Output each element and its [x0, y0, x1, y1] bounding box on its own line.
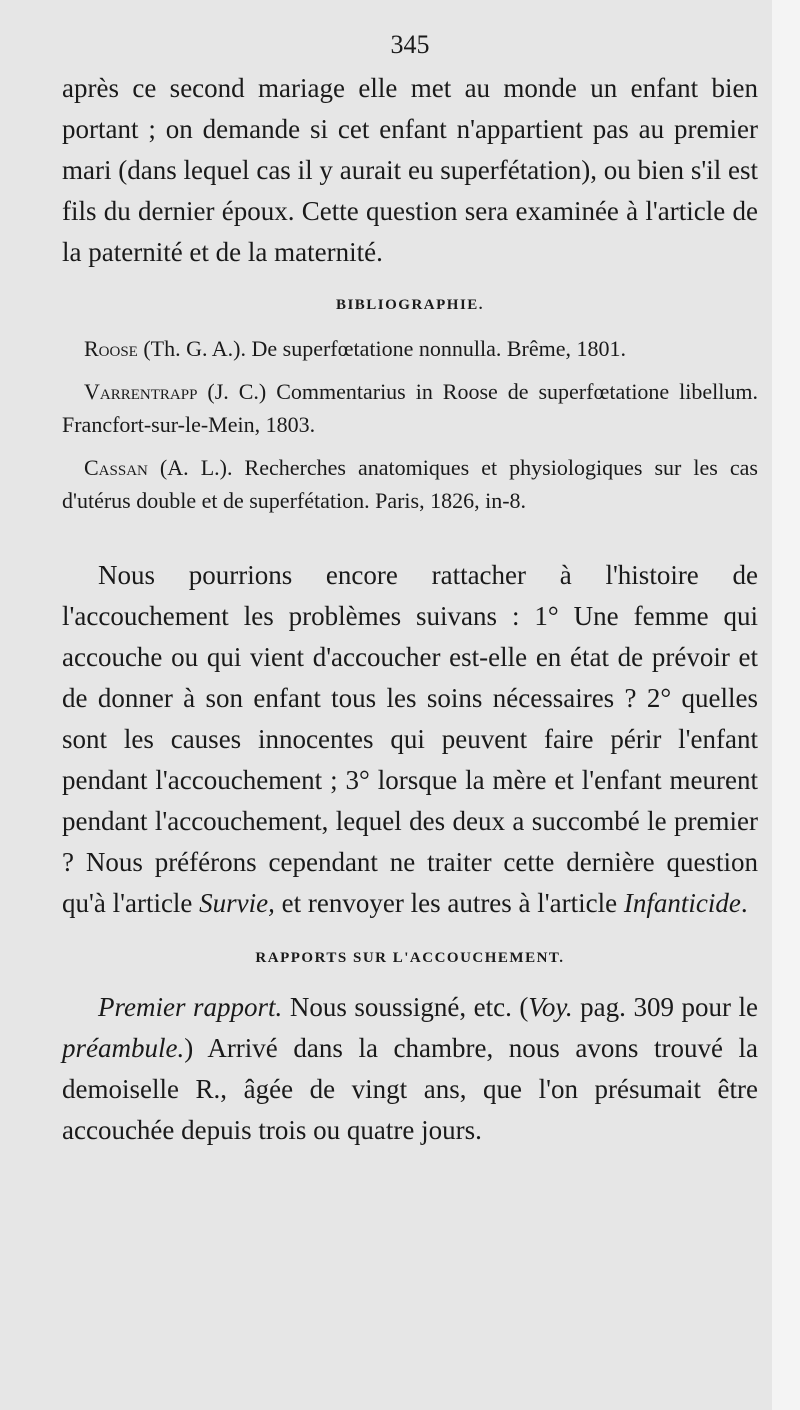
paragraph-rapport — [62, 987, 758, 1151]
bibliography-entry — [62, 451, 758, 517]
italic-premier-rapport: Premier rapport. — [98, 992, 283, 1022]
text-run: Nous pourrions encore rattacher à l'histoire de l'accouchement les problèmes suivans : 1° Une femme qui accouche ou qui vient d'accoucher est-elle en état de prévoir et de donner à son enfant tous les soins nécessaires ? 2° quelles sont les causes innocentes qui peuvent faire périr l'enfant pendant l'accouchement ; 3° lorsque la mère et l'enfant meurent pendant l'accouchement, lequel des deux a succombé le premier ? Nous préférons cependant ne traiter cette dernière question qu'à l'article — [62, 560, 758, 918]
bibliography-heading: BIBLIOGRAPHIE. — [335, 297, 485, 313]
section-heading: RAPPORTS SUR L'ACCOUCHEMENT. — [255, 950, 565, 966]
text-run: pag. 309 pour le — [572, 992, 758, 1022]
page-number: 345 — [390, 30, 430, 59]
text-run: Nous soussigné, etc. ( — [282, 992, 529, 1022]
entry-details: (Th. G. A.). De superfœtatione nonnulla. Brême, 1801. — [137, 336, 627, 361]
bibliography-entry — [62, 375, 758, 441]
bibliography-list — [62, 332, 758, 517]
entry-author: Cassan — [84, 455, 148, 480]
entry-author: Roose — [84, 336, 138, 361]
text-run: . — [740, 888, 748, 918]
italic-survie: Survie, — [199, 888, 275, 918]
paragraph-problems — [62, 555, 758, 924]
bibliography-entry — [62, 332, 758, 365]
italic-preambule: préambule. — [62, 1033, 185, 1063]
text-run: et renvoyer les autres à l'article — [274, 888, 624, 918]
text-run: ) Arrivé dans la chambre, nous avons trouvé la demoiselle R., âgée de vingt ans, que l'on présumait être accouchée depuis trois ou quatre jours. — [62, 1033, 758, 1145]
entry-details: (J. C.) Commentarius in Roose de superfœtatione libellum. Francfort-sur-le-Mein, 1803. — [62, 379, 758, 437]
page-edge — [772, 0, 800, 1410]
italic-infanticide: Infanticide — [623, 888, 741, 918]
italic-voy: Voy. — [528, 992, 573, 1022]
paragraph-opening: après ce second mariage elle met au monde un enfant bien portant ; on demande si cet enfant n'appartient pas au premier mari (dans lequel cas il y aurait eu superfétation), ou bien s'il est fils du dernier époux. Cette question sera examinée à l'article de la paternité et de la maternité. — [62, 73, 758, 267]
entry-details: (A. L.). Recherches anatomiques et physiologiques sur les cas d'utérus double et de superfétation. Paris, 1826, in-8. — [62, 455, 758, 513]
entry-author: Varrentrapp — [84, 379, 198, 404]
page-text — [62, 30, 758, 1151]
